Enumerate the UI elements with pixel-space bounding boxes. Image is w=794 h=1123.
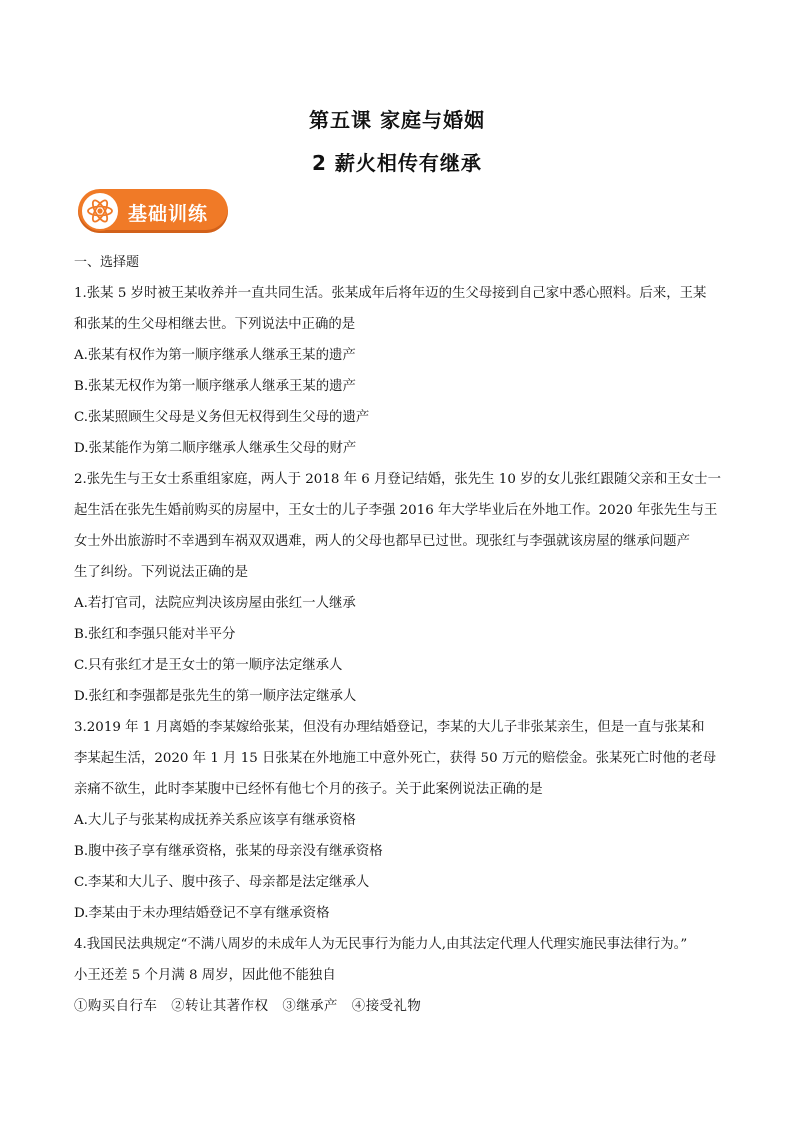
answer-option: B.腹中孩子享有继承资格，张某的母亲没有继承资格 [74,844,383,859]
answer-option: D.李某由于未办理结婚登记不享有继承资格 [74,906,330,921]
answer-option: A.若打官司，法院应判决该房屋由张红一人继承 [74,596,356,611]
section-heading: 一、选择题 [74,255,140,270]
choice-list: ①购买自行车 ②转让其著作权 ③继承产 ④接受礼物 [74,999,422,1014]
question-stem: 2.张先生与王女士系重组家庭，两人于 2018 年 6 月登记结婚，张先生 10 岁的女儿张红跟随父亲和王女士一 [74,472,721,487]
answer-option: D.张某能作为第二顺序继承人继承生父母的财产 [74,441,357,456]
question-stem: 和张某的生父母相继去世。下列说法中正确的是 [74,317,356,332]
answer-option: C.只有张红才是王女士的第一顺序法定继承人 [74,658,343,673]
answer-option: C.李某和大儿子、腹中孩子、母亲都是法定继承人 [74,875,370,890]
question-stem: 1.张某 5 岁时被王某收养并一直共同生活。张某成年后将年迈的生父母接到自己家中悉心照料。后来，王某 [74,286,707,301]
answer-option: C.张某照顾生父母是义务但无权得到生父母的遗产 [74,410,370,425]
atom-icon [80,191,120,231]
question-stem: 3.2019 年 1 月离婚的李某嫁给张某，但没有办理结婚登记，李某的大儿子非张某亲生，但是一直与张某和 [74,720,705,735]
answer-option: A.张某有权作为第一顺序继承人继承王某的遗产 [74,348,356,363]
question-stem: 4.我国民法典规定“不满八周岁的未成年人为无民事行为能力人,由其法定代理人代理实施民事法律行为。” [74,937,688,952]
question-stem: 小王还差 5 个月满 8 周岁，因此他不能独自 [74,968,336,983]
section-title: 2 薪火相传有继承 [312,151,482,175]
question-stem: 女士外出旅游时不幸遇到车祸双双遇难，两人的父母也都早已过世。现张红与李强就该房屋的继承问题产 [74,534,690,549]
lesson-title: 第五课 家庭与婚姻 [309,108,485,132]
answer-option: D.张红和李强都是张先生的第一顺序法定继承人 [74,689,357,704]
answer-option: A.大儿子与张某构成抚养关系应该享有继承资格 [74,813,356,828]
question-stem: 生了纠纷。下列说法正确的是 [74,565,249,580]
question-stem: 起生活在张先生婚前购买的房屋中，王女士的儿子李强 2016 年大学毕业后在外地工作。2020 年张先生与王 [74,503,718,518]
question-stem: 亲痛不欲生，此时李某腹中已经怀有他七个月的孩子。关于此案例说法正确的是 [74,782,543,797]
answer-option: B.张某无权作为第一顺序继承人继承王某的遗产 [74,379,356,394]
badge-label: 基础训练 [128,203,209,225]
question-content [74,247,734,1022]
basic-training-badge [78,189,228,233]
question-stem: 李某起生活，2020 年 1 月 15 日张某在外地施工中意外死亡，获得 50 万元的赔偿金。张某死亡时他的老母 [74,751,717,766]
answer-option: B.张红和李强只能对半平分 [74,627,236,642]
